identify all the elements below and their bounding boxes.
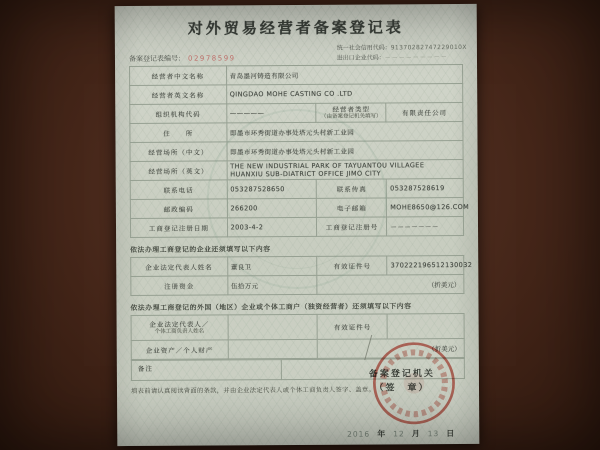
usd-conversion-text: （折美元） xyxy=(428,344,461,353)
field-label: 工商登记注册日期 xyxy=(130,218,227,238)
field-label: 组织机构代码 xyxy=(130,104,227,124)
field-value: 有限责任公司 xyxy=(386,102,463,122)
date-month-unit: 月 xyxy=(411,429,421,439)
field-label: 经营者中文名称 xyxy=(130,66,227,86)
field-value: 266200 xyxy=(227,199,317,219)
field-value: 2003-4-2 xyxy=(227,218,317,238)
field-value: 053287528619 xyxy=(387,179,464,198)
field-value: 伍拾万元 xyxy=(227,276,317,296)
field-value: ————— xyxy=(226,103,316,123)
field-value: 青岛墨河铸造有限公司 xyxy=(226,64,463,84)
field-value: 即墨市环秀街道办事处塔元头村新工业园 xyxy=(227,141,464,161)
date-year-unit: 年 xyxy=(377,429,387,439)
field-label: 邮政编码 xyxy=(130,199,227,219)
field-label: 经营者英文名称 xyxy=(130,85,227,105)
field-label: 电子邮箱 xyxy=(317,198,387,217)
field-value xyxy=(228,315,318,341)
date-year-value: 2016 xyxy=(347,429,371,439)
field-value: THE NEW INDUSTRIAL PARK OF TAYUANTOU VILLAGEE HUANXIU SUB-DIATRICT OFFICE JIMO CITY xyxy=(227,160,464,180)
form-title: 对外贸易经营者备案登记表 xyxy=(187,18,404,38)
field-value xyxy=(387,314,464,339)
import-export-code-value: －－－－－－－－－ xyxy=(384,53,448,62)
field-value: 即墨市环秀街道办事处塔元头村新工业园 xyxy=(226,122,463,142)
document-paper xyxy=(115,4,480,446)
field-label: 有效证件号 xyxy=(318,314,388,339)
official-seal-stamp xyxy=(365,334,463,432)
form-number-value: 02978599 xyxy=(187,54,236,63)
usd-conversion-label: （折美元） xyxy=(317,275,464,295)
field-label: 联系传真 xyxy=(317,179,387,198)
field-label: 注册资金 xyxy=(131,276,228,296)
field-label: 经营场所（中文） xyxy=(130,142,227,162)
footer-note: 填表前请认真阅读背面的条款，并由企业法定代表人或个体工商负责人签字、盖章。 xyxy=(130,386,376,396)
import-export-code-label: 进出口企业代码： xyxy=(336,54,385,62)
field-label: 企业法定代表人姓名 xyxy=(131,257,228,277)
header-band xyxy=(129,38,467,64)
form-number-label: 备案登记表编号： xyxy=(128,54,186,64)
operator-type-sublabel: （由备案登记机关填写） xyxy=(320,113,382,120)
table-row xyxy=(131,314,464,341)
field-value: QINGDAO MOHE CASTING CO .LTD xyxy=(226,83,463,103)
remarks-label: 备注 xyxy=(131,360,281,381)
field-label: 企业资产／个人财产 xyxy=(131,340,228,360)
field-value: 053287528650 xyxy=(227,180,317,200)
date-line xyxy=(347,428,455,440)
form-number xyxy=(129,53,236,64)
seal-hint-label: （签 章） xyxy=(374,383,430,394)
field-label: 有效证件号 xyxy=(317,256,387,275)
operator-type-label: 经营者类型 xyxy=(332,105,370,114)
foreign-rep-label-line1: 企业法定代表人／ xyxy=(149,320,210,329)
code-block xyxy=(337,43,467,62)
section-heading-foreign: 依法办理工商登记的外国（地区）企业或个体工商户（独资经营者）还须填写以下内容 xyxy=(130,302,412,313)
field-value: MOHE8650@126.COM xyxy=(387,198,464,217)
field-label: 联系电话 xyxy=(130,180,227,200)
field-value: 370222196512130032 xyxy=(387,256,464,275)
field-value: －－－－－－－ xyxy=(387,217,464,236)
field-label: 住 所 xyxy=(130,123,227,143)
date-day-unit: 日 xyxy=(446,429,456,439)
field-label: 工商登记注册号 xyxy=(317,217,387,236)
field-value xyxy=(228,340,318,360)
credit-code-value: 91370282747229010X xyxy=(390,44,467,52)
authority-label: 备案登记机关 xyxy=(368,369,435,380)
table-row xyxy=(130,64,463,85)
field-value: 董良卫 xyxy=(227,257,317,277)
date-month-value: 12 xyxy=(393,429,405,439)
date-day-value: 13 xyxy=(427,429,440,439)
table-row xyxy=(130,83,463,104)
field-label xyxy=(131,315,228,341)
credit-code-label: 统一社会信用代码： xyxy=(336,44,391,53)
watermark-emblem xyxy=(206,105,387,289)
foreign-rep-label-line2: 个体工商负责人姓名 xyxy=(154,328,205,335)
section-heading-company: 依法办理工商登记的企业还须填写以下内容 xyxy=(130,245,271,255)
field-label: 经营场所（英文） xyxy=(130,161,227,181)
